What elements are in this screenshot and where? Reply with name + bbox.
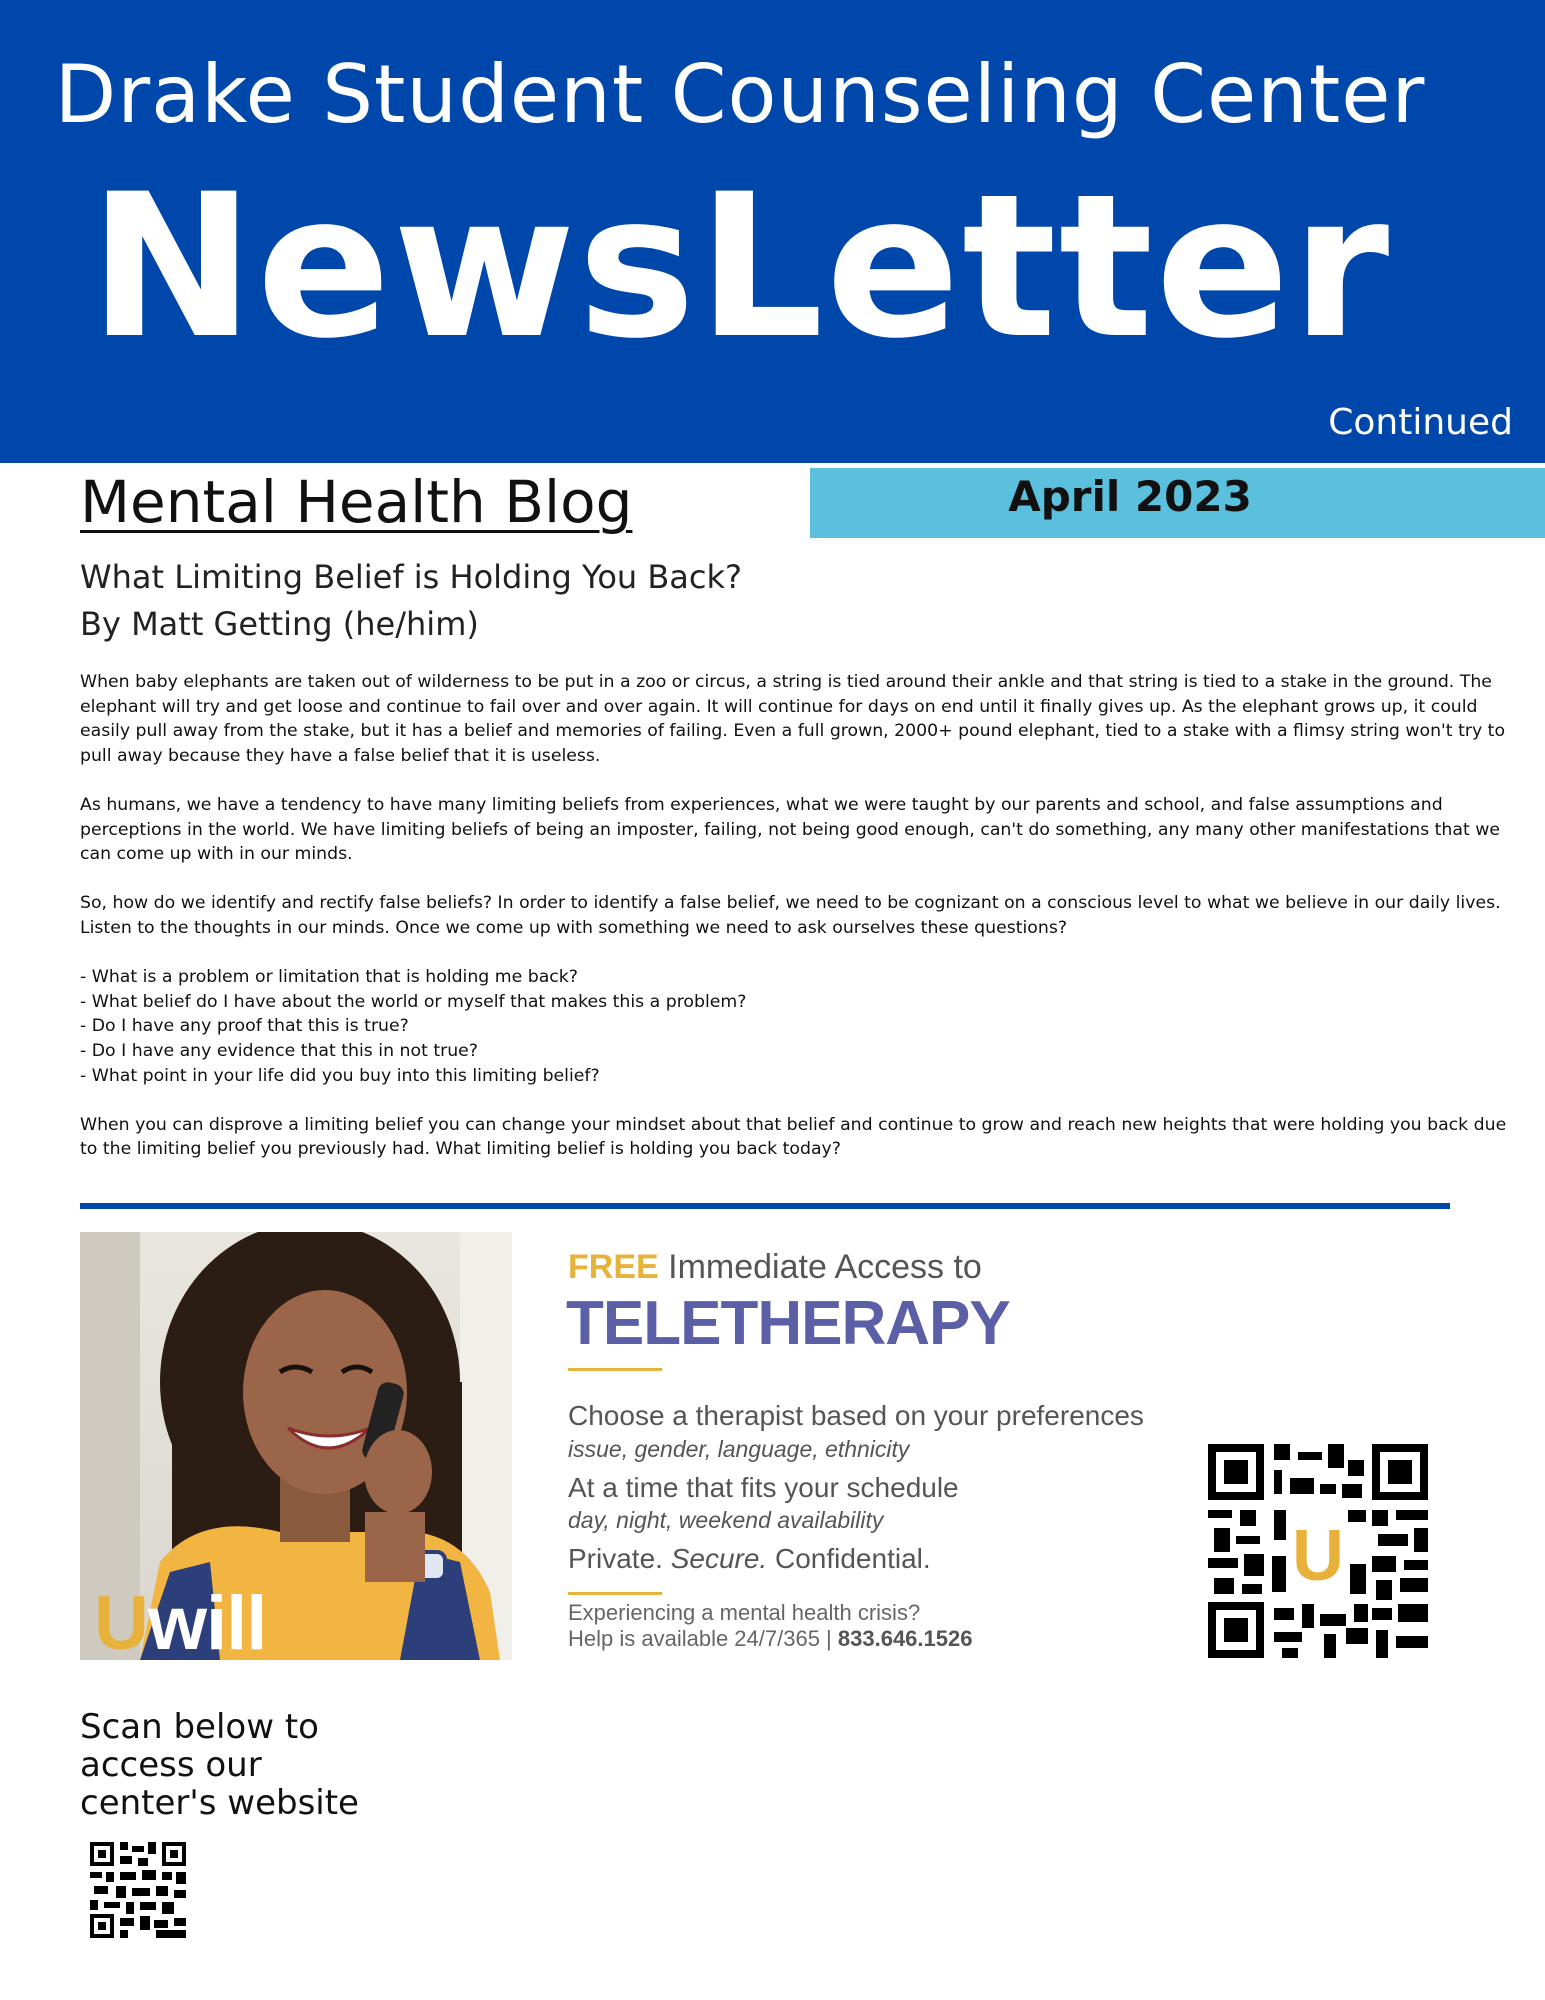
article-body — [80, 670, 1512, 1186]
gold-divider — [568, 1368, 662, 1371]
student-photo — [80, 1232, 512, 1660]
crisis-text: Experiencing a mental health crisis? — [568, 1600, 921, 1625]
question-item: - What point in your life did you buy into this limiting belief? — [80, 1065, 600, 1086]
help-line: Help is available 24/7/365 | 833.646.1526 — [568, 1626, 973, 1651]
feature-schedule-detail: day, night, weekend availability — [568, 1507, 884, 1533]
article-author: By Matt Getting (he/him) — [80, 605, 479, 643]
question-item: - What is a problem or limitation that is holding me back? — [80, 967, 578, 988]
center-name: Drake Student Counseling Center — [54, 48, 1426, 141]
scan-instructions: Scan below to access our center's website — [80, 1707, 359, 1823]
phone-number: 833.646.1526 — [837, 1626, 973, 1651]
issue-date: April 2023 — [1008, 472, 1252, 521]
article-closing: When you can disprove a limiting belief you can change your mindset about that belief and continue to grow and reach new heights that were holding you back due to the limiting belief you previously had. What limiting belief is holding you back today? — [80, 1114, 1507, 1160]
website-qr-code[interactable] — [90, 1842, 186, 1938]
continued-label: Continued — [1328, 402, 1513, 443]
article-paragraph: When baby elephants are taken out of wilderness to be put in a zoo or circus, a string is tied around their ankle and that string is tied to a stake in the ground. The elephant will try and get loose and continue to fail over and over again. It will continue for days on end until it finally gives up. As the elephant grows up, it could easily pull away from the stake, but it has a belief and memories of failing. Even a full grown, 2000+ pound elephant, tied to a stake with a flimsy string won't try to pull away because they have a false belief that it is useless. — [80, 672, 1506, 766]
question-list — [80, 965, 1512, 1088]
article-title: What Limiting Belief is Holding You Back? — [80, 558, 743, 596]
newsletter-title: NewsLetter — [88, 151, 1392, 382]
gold-divider — [568, 1592, 662, 1595]
feature-preferences: Choose a therapist based on your preferences — [568, 1400, 1144, 1431]
question-item: - Do I have any proof that this is true? — [80, 1016, 409, 1037]
article-paragraph: So, how do we identify and rectify false beliefs? In order to identify a false belief, we need to be cognizant on a conscious level to what we believe in our daily lives. Listen to the thoughts in our minds. Once we come up with something we need to ask ourselves these questions? — [80, 893, 1501, 938]
question-item: - Do I have any evidence that this in not true? — [80, 1040, 478, 1061]
feature-schedule: At a time that fits your schedule — [568, 1472, 959, 1503]
ad-headline: FREE Immediate Access to — [568, 1248, 982, 1286]
teletherapy-heading: TELETHERAPY — [566, 1289, 1010, 1358]
teletherapy-qr-code[interactable] — [1208, 1444, 1428, 1658]
section-divider — [80, 1203, 1450, 1209]
qr-center-logo: U — [1292, 1516, 1344, 1596]
article-paragraph: As humans, we have a tendency to have many limiting beliefs from experiences, what we were taught by our parents and school, and false assumptions and perceptions in the world. We have limiting beliefs of being an imposter, failing, not being good enough, can't do something, any many other manifestations that we can come up with in our minds. — [80, 794, 1501, 865]
section-title: Mental Health Blog — [80, 468, 633, 536]
question-item: - What belief do I have about the world or myself that makes this a problem? — [80, 991, 747, 1012]
feature-privacy: Private. Secure. Confidential. — [568, 1543, 931, 1574]
feature-preferences-detail: issue, gender, language, ethnicity — [568, 1436, 910, 1462]
free-label: FREE — [568, 1248, 659, 1286]
uwill-logo: Uwill — [94, 1581, 267, 1660]
